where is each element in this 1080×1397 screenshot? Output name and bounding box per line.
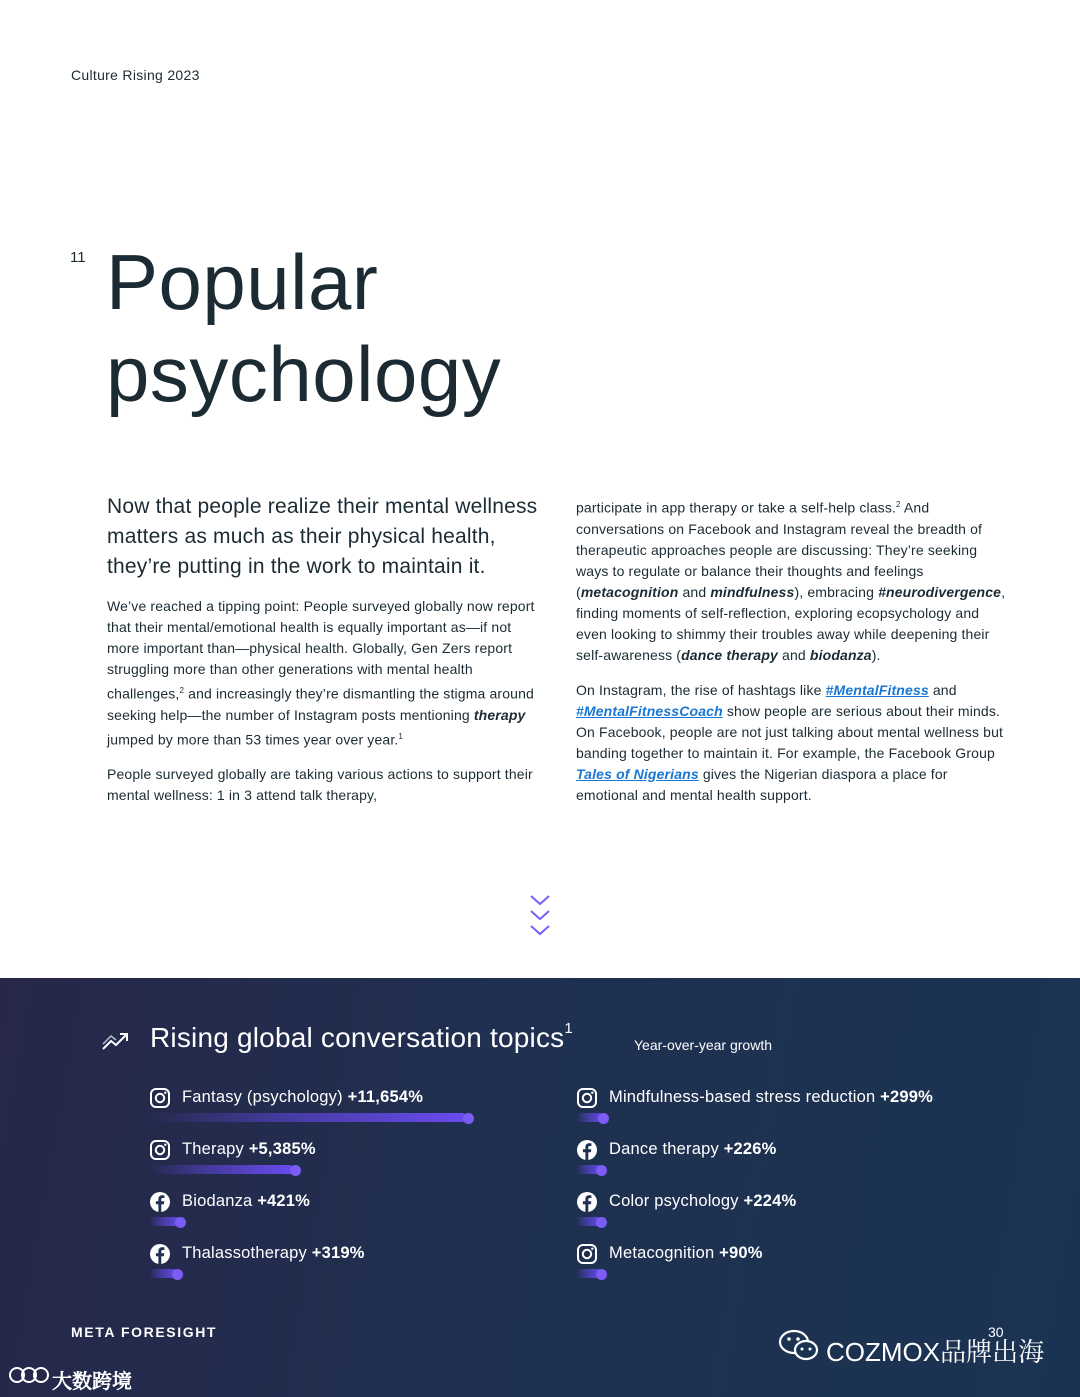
- topic-item: [149, 1139, 569, 1179]
- section-number: 11: [70, 249, 86, 266]
- growth-bar-end-dot: [290, 1165, 301, 1176]
- instagram-icon: [149, 1139, 171, 1161]
- topic-growth: +11,654%: [347, 1088, 424, 1106]
- mentalfitnesscoach-hashtag-link[interactable]: #MentalFitnessCoach: [576, 702, 723, 719]
- growth-bar-end-dot: [463, 1113, 474, 1124]
- wechat-icon: [778, 1328, 820, 1364]
- growth-bar-end-dot: [598, 1113, 609, 1124]
- facebook-icon: [576, 1139, 598, 1161]
- page-number: 30: [988, 1324, 1004, 1340]
- topic-name: Therapy: [182, 1140, 249, 1158]
- topic-name: Mindfulness-based stress reduction: [609, 1088, 881, 1106]
- topic-label: [182, 1088, 423, 1107]
- tales-of-nigerians-link[interactable]: Tales of Nigerians: [576, 765, 699, 782]
- brand-label: META FORESIGHT: [71, 1324, 218, 1340]
- topic-name: Fantasy (psychology): [182, 1088, 348, 1106]
- left-column: [107, 492, 547, 806]
- topic-item: [149, 1087, 569, 1127]
- lede-paragraph: Now that people realize their mental wellness matters as much as their physical health, they’re putting in the work to maintain it.: [107, 495, 538, 578]
- facebook-icon: [149, 1191, 171, 1213]
- topic-name: Dance therapy: [609, 1140, 724, 1158]
- report-label: Culture Rising 2023: [71, 67, 200, 83]
- topic-label: [182, 1140, 316, 1159]
- topic-growth: +224%: [743, 1192, 797, 1210]
- page-title: Popular psychology: [106, 238, 502, 418]
- topic-label: [182, 1244, 365, 1263]
- topic-label: [609, 1140, 777, 1159]
- topic-item: [576, 1087, 996, 1127]
- topic-growth: +226%: [723, 1140, 777, 1158]
- instagram-icon: [576, 1243, 598, 1265]
- body-paragraph-1: We’ve reached a tipping point: People surveyed globally now report that their mental/emotional health is equally important as—if not more important than—physical health. Globally, Gen Zers report struggling more than other generations with mental health challenges,$^2$ and increasingly they’re dismantling the stigma around seeking help—the number of Instagram posts mentioning therapy jumped by more than 53 times year over year.$^1$: [107, 598, 535, 748]
- topic-growth: +5,385%: [248, 1140, 316, 1158]
- mentalfitness-hashtag-link[interactable]: #MentalFitness: [825, 681, 929, 698]
- topic-name: Biodanza: [182, 1192, 258, 1210]
- growth-bar-end-dot: [596, 1217, 607, 1228]
- topic-item: [576, 1191, 996, 1231]
- body-paragraph-3: participate in app therapy or take a self-help class.$^2$ And conversations on Facebook and Instagram reveal the breadth of therapeutic approaches people are discussing: They’re seeking ways to regulate or balance their thoughts and feelings (metacognition and mindfulness), embracing #neurodivergence, finding moments of self-reflection, exploring ecopsychology and even looking to shimmy their troubles away while deepening their self-awareness (dance therapy and biodanza).: [576, 499, 1006, 663]
- growth-bar-end-dot: [172, 1269, 183, 1280]
- topic-label: [182, 1192, 310, 1211]
- topic-growth: +421%: [257, 1192, 311, 1210]
- watermark-right-text: COZMOX品牌出海: [826, 1337, 1045, 1367]
- topic-label: [609, 1244, 763, 1263]
- topic-item: [149, 1243, 569, 1283]
- watermark-logo-icon: [8, 1364, 50, 1386]
- topic-growth: +299%: [880, 1088, 933, 1106]
- topic-growth: +319%: [311, 1244, 365, 1262]
- panel-title: Rising global conversation topics$^1$: [150, 1019, 573, 1053]
- watermark-left-text: 大数跨境: [52, 1371, 132, 1393]
- topic-label: [609, 1192, 796, 1211]
- growth-bar: [149, 1113, 467, 1122]
- body-paragraph-4: On Instagram, the rise of hashtags like #MentalFitness and #MentalFitnessCoach show people are serious about their minds. On Facebook, people are not just talking about mental wellness but banding together to maintain it. For example, the Facebook Group Tales of Nigerians gives the Nigerian diaspora a place for emotional and mental health support.: [576, 681, 1004, 803]
- growth-bar-end-dot: [175, 1217, 186, 1228]
- growth-bar: [149, 1165, 294, 1174]
- topic-item: [149, 1191, 569, 1231]
- scroll-down-chevrons-icon: [528, 893, 552, 941]
- topic-name: Color psychology: [609, 1192, 744, 1210]
- instagram-icon: [149, 1087, 171, 1109]
- body-paragraph-2: People surveyed globally are taking various actions to support their mental wellness: 1 in 3 attend talk therapy,: [107, 766, 533, 804]
- topic-item: [576, 1139, 996, 1179]
- growth-bar-end-dot: [596, 1165, 607, 1176]
- topic-name: Metacognition: [609, 1244, 720, 1262]
- panel-subtitle: Year-over-year growth: [634, 1037, 772, 1053]
- facebook-icon: [576, 1191, 598, 1213]
- topic-name: Thalassotherapy: [182, 1244, 312, 1262]
- right-column: [576, 494, 1006, 806]
- trending-up-icon: [101, 1030, 131, 1052]
- facebook-icon: [149, 1243, 171, 1265]
- topic-label: [609, 1088, 933, 1107]
- instagram-icon: [576, 1087, 598, 1109]
- topic-item: [576, 1243, 996, 1283]
- growth-bar-end-dot: [596, 1269, 607, 1280]
- topic-growth: +90%: [719, 1244, 763, 1262]
